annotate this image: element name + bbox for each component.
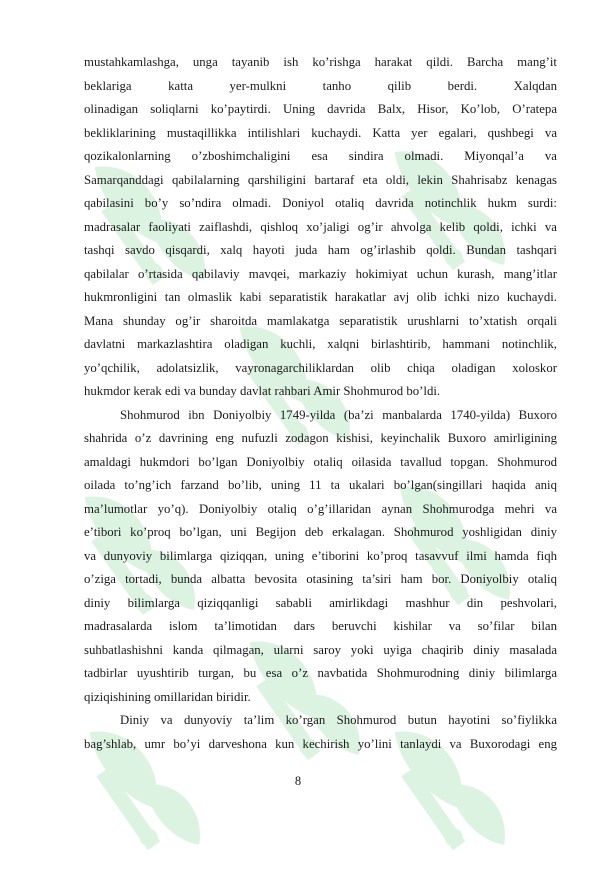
text-line: tashqi savdo qisqardi, xalq hayoti juda ham og’irlashib qoldi. Bundan tashqari [84,243,557,257]
text-line: Diniy va dunyoviy ta’lim ko’rgan Shohmurod butun hayotini so’fiylikka [120,713,557,727]
text-line: diniy bilimlarga qiziqqanligi sababli amirlikdagi mashhur din peshvolari, [84,595,557,610]
text-line: beklariga katta yer-mulkni tanho qilib berdi. Xalqdan [84,78,557,93]
text-line: Shohmurod ibn Doniyolbiy 1749-yilda (ba’zi manbalarda 1740-yilda) Buxoro [120,407,557,422]
text-line: madrasalarda islom ta’limotidan dars beruvchi kishilar va so’filar bilan [84,619,557,633]
text-line: mustahkamlashga, unga tayanib ish ko’rishga harakat qildi. Barcha mang’it [84,55,557,69]
text-line: Samarqanddagi qabilalarning qarshiligini bartaraf eta oldi, lekin Shahrisabz kenagas [84,172,557,187]
text-line: e’tibori ko’proq bo’lgan, uni Begijon deb erkalagan. Shohmurod yoshligidan diniy [84,525,557,539]
text-line: qiziqishining omillaridan biridir. [84,689,251,704]
text-line: oilada to’ng’ich farzand bo’lib, uning 11 ta ukalari bo’lgan(singillari haqida aniq [84,478,557,492]
text-line: bekliklarining mustaqillikka intilishlari kuchaydi. Katta yer egalari, qushbegi va [84,125,557,140]
text-line: o’ziga tortadi, bunda albatta bevosita otasining ta’siri ham bor. Doniyolbiy otaliq [84,572,557,586]
page-number: 8 [294,774,302,788]
text-line: va dunyoviy bilimlarga qiziqqan, uning e’tiborini ko’proq tasavvuf ilmi hamda fiqh [84,548,557,563]
text-line: davlatni markazlashtira oladigan kuchli, xalqni birlashtirib, hammani notinchlik, [84,337,557,351]
text-line: tadbirlar uyushtirib turgan, bu esa o’z navbatida Shohmurodning diniy bilimlarga [84,666,557,680]
text-line: hukmronligini tan olmaslik kabi separatistik harakatlar avj olib ichki nizo kuchaydi. [84,290,557,304]
text-line: qozikalonlarning o’zboshimchaligini esa sindira olmadi. Miyonqal’a va [84,149,557,163]
text-line: qabilalar o’rtasida qabilaviy mavqei, markaziy hokimiyat uchun kurash, mang’itlar [84,266,557,281]
text-line: Mana shunday og’ir sharoitda mamlakatga separatistik urushlarni to’xtatish orqali [84,313,557,328]
text-line: shahrida o’z davrining eng nufuzli zodagon kishisi, keyinchalik Buxoro amirligining [84,431,557,445]
text-line: ma’lumotlar yo’q). Doniyolbiy otaliq o’g’illaridan aynan Shohmurodga mehri va [84,501,557,516]
text-line: madrasalar faoliyati zaiflashdi, qishloq xo’jaligi og’ir ahvolga kelib qoldi, ichki va [84,219,557,234]
text-line: suhbatlashishni kanda qilmagan, ularni saroy yoki uyiga chaqirib diniy masalada [84,642,557,657]
text-line: yo’qchilik, adolatsizlik, vayronagarchiliklardan olib chiqa oladigan xoloskor [84,360,557,375]
text-line: amaldagi hukmdori bo’lgan Doniyolbiy otaliq oilasida tavallud topgan. Shohmurod [84,454,557,469]
page-body [84,51,557,756]
text-line: bag’shlab, umr bo’yi darveshona kun kechirish yo’lini tanlaydi va Buxorodagi eng [84,736,557,751]
text-line: qabilasini bo’y so’ndira olmadi. Doniyol otaliq davrida notinchlik hukm surdi: [84,196,557,210]
text-line: hukmdor kerak edi va bunday davlat rahbari Amir Shohmurod bo’ldi. [84,384,441,398]
text-line: olinadigan soliqlarni ko’paytirdi. Uning davrida Balx, Hisor, Ko’lob, O’ratepa [84,102,557,116]
